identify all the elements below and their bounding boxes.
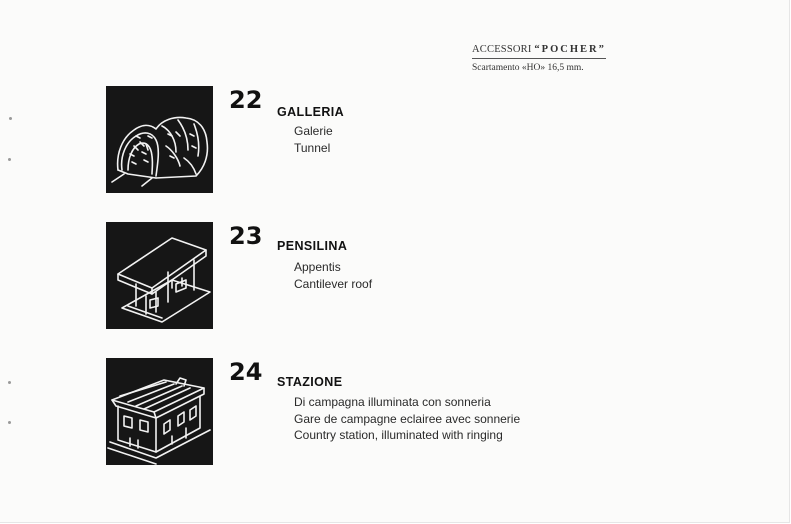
header-divider bbox=[472, 58, 606, 59]
binder-hole-mark bbox=[8, 158, 11, 161]
item-number: 23 bbox=[229, 222, 263, 250]
description-line-en: Cantilever roof bbox=[294, 276, 373, 291]
brand-name: “POCHER” bbox=[534, 44, 606, 55]
cantilever-roof-icon bbox=[106, 222, 213, 329]
item-description bbox=[294, 259, 372, 292]
description-line-fr: Galerie bbox=[294, 124, 333, 138]
description-line-it: Di campagna illuminata con sonneria bbox=[294, 395, 491, 409]
tunnel-icon bbox=[106, 86, 213, 193]
description-line-en: Tunnel bbox=[294, 140, 331, 155]
item-number: 24 bbox=[229, 358, 263, 386]
binder-hole-mark bbox=[9, 117, 12, 120]
description-line-en: Country station, illuminated with ringing bbox=[294, 428, 503, 442]
description-line-fr: Gare de campagne eclairee avec sonnerie bbox=[294, 411, 521, 426]
binder-hole-mark bbox=[8, 381, 11, 384]
gauge-spec: Scartamento «HO» 16,5 mm. bbox=[472, 63, 584, 73]
item-description bbox=[294, 123, 333, 156]
item-description bbox=[294, 394, 520, 444]
header-prefix: ACCESSORI bbox=[472, 44, 532, 55]
item-title: PENSILINA bbox=[277, 239, 348, 253]
item-title: GALLERIA bbox=[277, 105, 345, 119]
station-building-icon bbox=[106, 358, 213, 465]
description-line-fr: Appentis bbox=[294, 260, 341, 274]
binder-hole-mark bbox=[8, 421, 11, 424]
catalog-header bbox=[472, 44, 606, 73]
item-title: STAZIONE bbox=[277, 375, 343, 389]
header-title bbox=[472, 44, 606, 55]
item-number: 22 bbox=[229, 86, 263, 114]
